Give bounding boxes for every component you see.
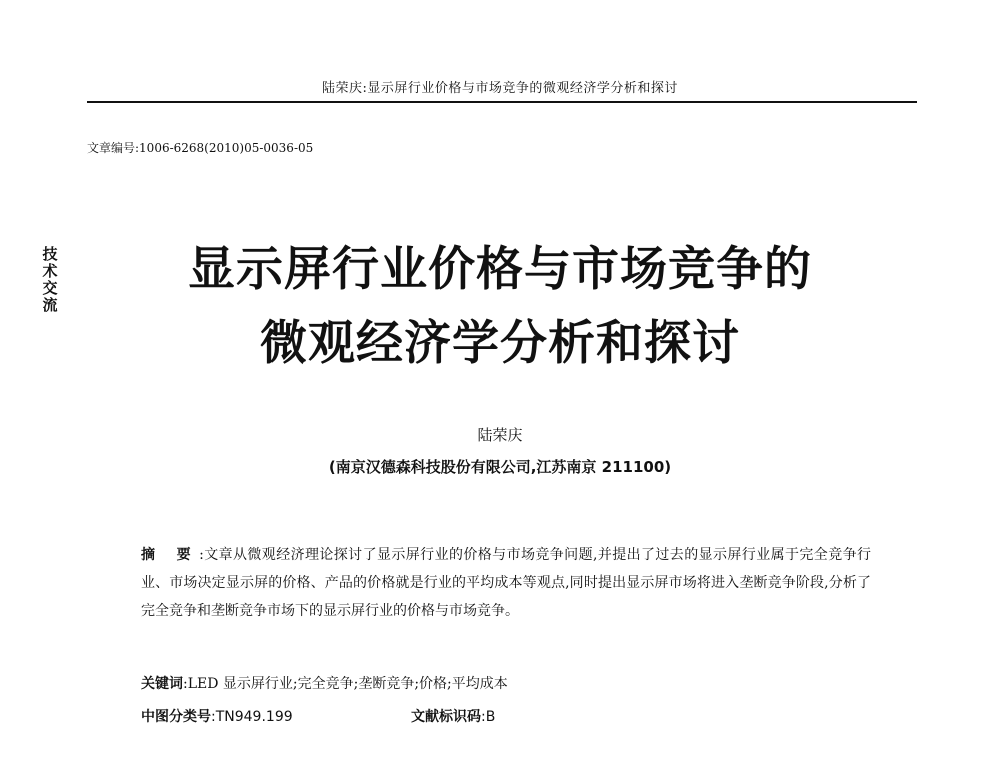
title-line-2: 微观经济学分析和探讨 [260,316,740,371]
keywords-row [141,673,508,693]
document-code-value: :B [481,709,496,725]
running-header: 陆荣庆:显示屏行业价格与市场竞争的微观经济学分析和探讨 [322,81,678,96]
author-affiliation: (南京汉德森科技股份有限公司,江苏南京 211100) [328,458,672,476]
classification-value: :TN949.199 [211,709,293,725]
abstract-text: :文章从微观经济理论探讨了显示屏行业的价格与市场竞争问题,并提出了过去的显示屏行业属于完全竞争行业、市场决定显示屏的价格、产品的价格就是行业的平均成本等观点,同时提出显示屏市场将进入垄断竞争阶段,分析了完全竞争和垄断竞争市场下的显示屏行业的价格与市场竞争。 [141,547,871,619]
side-section-label: 技术交流 [42,245,58,314]
abstract [141,541,871,625]
keywords-label: 关键词 [141,676,183,692]
header-rule [87,101,917,103]
title-line-1: 显示屏行业价格与市场竞争的 [188,242,812,297]
classification-row [141,706,871,726]
document-code [411,706,495,726]
document-code-label: 文献标识码 [411,709,481,725]
classification-label: 中图分类号 [141,709,211,725]
author-name: 陆荣庆 [477,426,523,444]
keywords-value: :LED 显示屏行业;完全竞争;垄断竞争;价格;平均成本 [183,676,508,692]
article-number: 文章编号:1006-6268(2010)05-0036-05 [87,141,314,155]
abstract-label: 摘 要 [141,547,200,563]
